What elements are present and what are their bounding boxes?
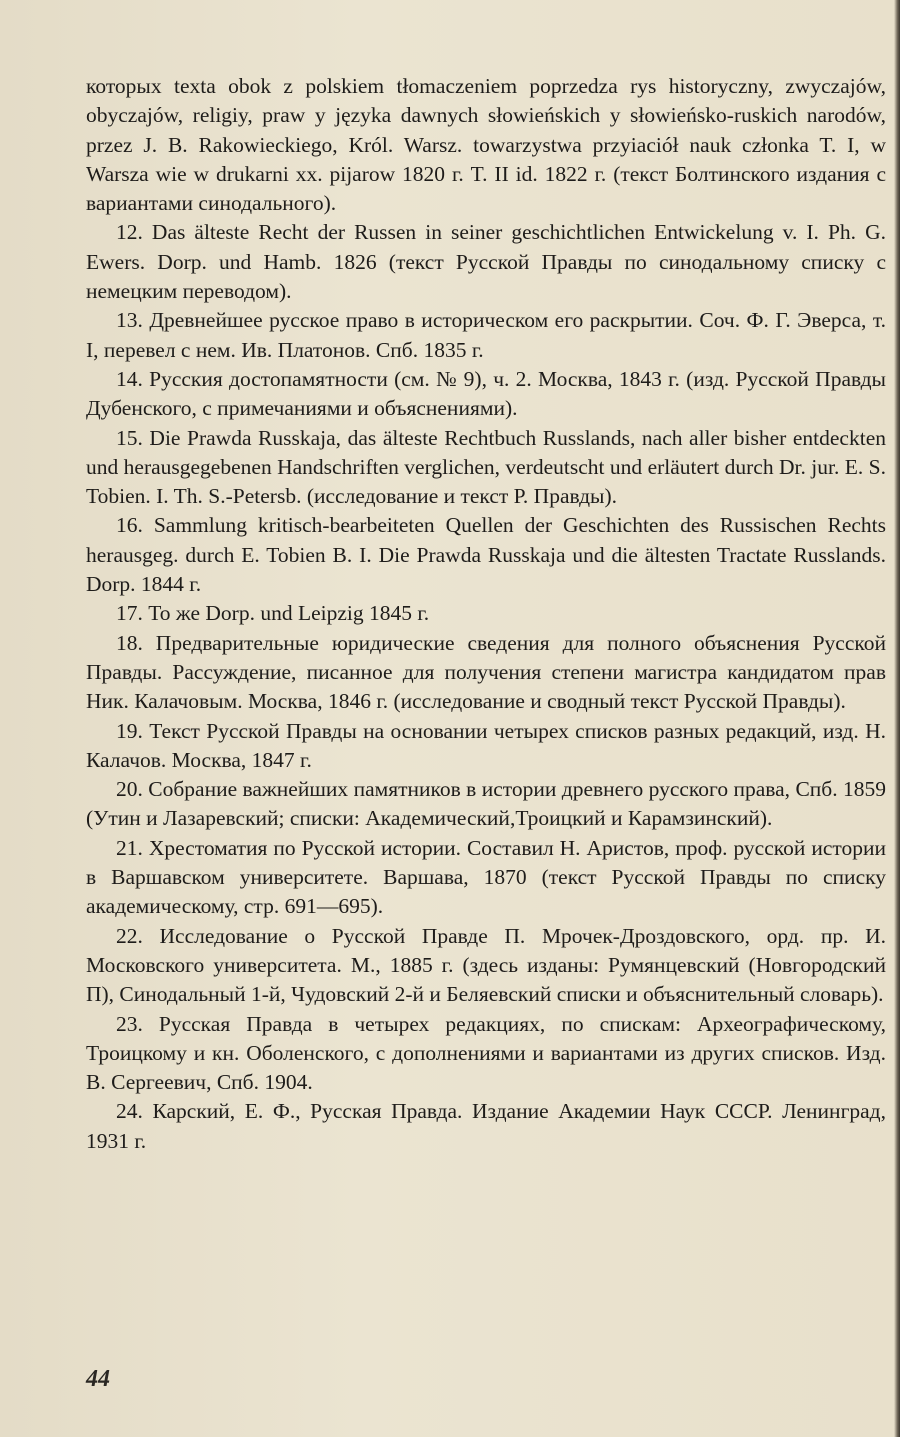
page-edge-shadow	[894, 0, 900, 1437]
bibliography-entry-22: 22. Исследование о Русской Правде П. Мрочек-Дроздовского, орд. пр. И. Московского университета. М., 1885 г. (здесь изданы: Румянцевский (Новгородский П), Синодальный 1-й, Чудовский 2-й и Беляевский списки и объяснительный словарь).	[86, 923, 886, 1007]
bibliography-entry-23: 23. Русская Правда в четырех редакциях, по спискам: Археографическому, Троицкому и кн. Оболенского, с дополнениями и вариантами из других списков. Изд. В. Сергеевич, Спб. 1904.	[86, 1011, 886, 1095]
bibliography-entry-12: 12. Das älteste Recht der Russen in seiner geschichtlichen Entwickelung v. I. Ph. G. Ewers. Dorp. und Hamb. 1826 (текст Русской Правды по синодальному списку с немецким переводом).	[86, 220, 886, 304]
paragraph-continuation: которых texta obok z polskiem tłomaczeniem poprzedza rys historyczny, zwyczajów, obyczajów, religiy, praw y języka dawnych słowieńskich y słowieńsko-ruskich narodów, przez J. B. Rakowieckiego, Król. Warsz. towarzystwa przyiaciół nauk członka T. I, w Warsza wie w drukarni xx. pijarow 1820 г. T. II id. 1822 г. (текст Болтинского издания с вариантами синодального).	[86, 74, 886, 216]
bibliography-text	[86, 72, 886, 1156]
bibliography-entry-15: 15. Die Prawda Russkaja, das älteste Rechtbuch Russlands, nach aller bisher entdeckten und herausgegebenen Handschriften verglichen, verdeutscht und erläutert durch Dr. jur. E. S. Tobien. I. Th. S.-Petersb. (исследование и текст Р. Правды).	[86, 425, 886, 509]
bibliography-entry-21: 21. Хрестоматия по Русской истории. Составил Н. Аристов, проф. русской истории в Варшавском университете. Варшава, 1870 (текст Русской Правды по списку академическому, стр. 691—695).	[86, 835, 886, 919]
bibliography-entry-17: 17. То же Dorp. und Leipzig 1845 г.	[116, 601, 430, 626]
bibliography-entry-20: 20. Собрание важнейших памятников в истории древнего русского права, Спб. 1859 (Утин и Лазаревский; списки: Академический,Троицкий и Карамзинский).	[86, 777, 886, 831]
bibliography-entry-18: 18. Предварительные юридические сведения для полного объяснения Русской Правды. Рассуждение, писанное для получения степени магистра кандидатом прав Ник. Калачовым. Москва, 1846 г. (исследование и сводный текст Русской Правды).	[86, 630, 886, 714]
bibliography-entry-14: 14. Русския достопамятности (см. № 9), ч. 2. Москва, 1843 г. (изд. Русской Правды Дубенского, с примечаниями и объяснениями).	[86, 366, 886, 421]
bibliography-entry-13: 13. Древнейшее русское право в историческом его раскрытии. Соч. Ф. Г. Эверса, т. I, перевел с нем. Ив. Платонов. Спб. 1835 г.	[86, 308, 886, 362]
page-number: 44	[86, 1366, 110, 1392]
bibliography-entry-16: 16. Sammlung kritisch-bearbeiteten Quellen der Geschichten des Russischen Rechts herausgeg. durch E. Tobien B. I. Die Prawda Russkaja und die ältesten Tractate Russlands. Dorp. 1844 г.	[86, 513, 886, 597]
bibliography-entry-24: 24. Карский, Е. Ф., Русская Правда. Издание Академии Наук СССР. Ленинград, 1931 г.	[86, 1099, 886, 1153]
bibliography-entry-19: 19. Текст Русской Правды на основании четырех списков разных редакций, изд. Н. Калачов. Москва, 1847 г.	[86, 718, 886, 772]
